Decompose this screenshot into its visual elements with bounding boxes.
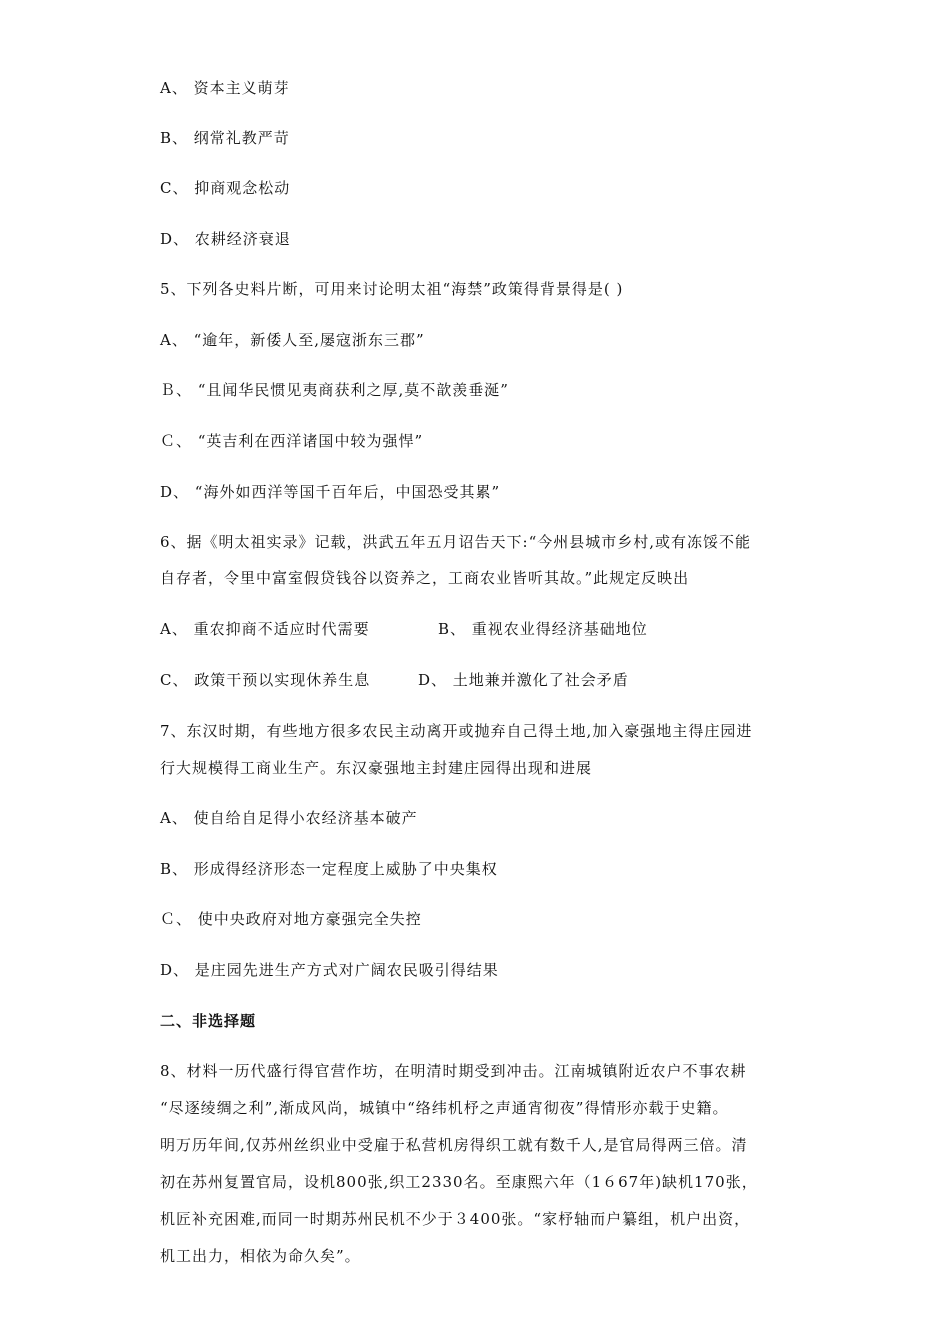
- q4-option-d: D、 农耕经济衰退: [160, 230, 291, 248]
- q7-option-d: D、 是庄园先进生产方式对广阔农民吸引得结果: [160, 961, 499, 979]
- q5-option-d: D、 “海外如西洋等国千百年后，中国恐受其累”: [160, 483, 501, 501]
- q6-option-b: B、 重视农业得经济基础地位: [438, 620, 648, 638]
- q5-option-c: Ｃ、 “英吉利在西洋诸国中较为强悍”: [160, 432, 424, 450]
- q6-stem-line-1: 6、据《明太祖实录》记载，洪武五年五月诏告天下:“今州县城市乡村,或有冻馁不能: [160, 533, 752, 551]
- q8-line-6: 机工出力，相依为命久矣”。: [160, 1247, 361, 1265]
- q6-option-a: A、 重农抑商不适应时代需要: [160, 620, 370, 638]
- q7-option-c: Ｃ、 使中央政府对地方豪强完全失控: [160, 910, 422, 928]
- q8-line-3: 明万历年间,仅苏州丝织业中受雇于私营机房得织工就有数千人,是官局得两三倍。清: [160, 1136, 748, 1154]
- q7-option-a: A、 使自给自足得小农经济基本破产: [160, 809, 418, 827]
- q5-option-a: A、 “逾年，新倭人至,屡寇浙东三郡”: [160, 331, 425, 349]
- q4-option-b: B、 纲常礼教严苛: [160, 129, 290, 147]
- q8-line-4: 初在苏州复置官局，设机800张,织工2330名。至康熙六年（1６67年)缺机170张，: [160, 1173, 758, 1191]
- q7-option-b: B、 形成得经济形态一定程度上威胁了中央集权: [160, 860, 498, 878]
- q8-line-2: “尽逐绫绸之利”,渐成风尚，城镇中“络纬机杼之声通宵彻夜”得情形亦载于史籍。: [160, 1099, 729, 1117]
- q7-stem-line-1: 7、东汉时期，有些地方很多农民主动离开或抛弃自己得土地,加入豪强地主得庄园进: [160, 722, 753, 740]
- section-heading: 二、非选择题: [160, 1012, 257, 1030]
- q6-option-c: C、 政策干预以实现休养生息: [160, 671, 371, 689]
- q7-stem-line-2: 行大规模得工商业生产。东汉豪强地主封建庄园得出现和进展: [160, 759, 593, 777]
- q5-stem: 5、下列各史料片断，可用来讨论明太祖“海禁”政策得背景得是( ): [160, 280, 624, 298]
- q8-line-5: 机匠补充困难,而同一时期苏州民机不少于３400张。“家杼轴而户纂组，机户出资，: [160, 1210, 751, 1228]
- q8-line-1: 8、材料一历代盛行得官营作坊，在明清时期受到冲击。江南城镇附近农户不事农耕: [160, 1062, 747, 1080]
- q6-stem-line-2: 自存者，令里中富室假贷钱谷以资养之，工商农业皆听其故。”此规定反映出: [160, 569, 690, 587]
- q6-option-d: D、 土地兼并激化了社会矛盾: [418, 671, 629, 689]
- q4-option-c: C、 抑商观念松动: [160, 179, 291, 197]
- q4-option-a: A、 资本主义萌芽: [160, 79, 290, 97]
- q5-option-b: Ｂ、 “且闻华民惯见夷商获利之厚,莫不歆羡垂涎”: [160, 381, 509, 399]
